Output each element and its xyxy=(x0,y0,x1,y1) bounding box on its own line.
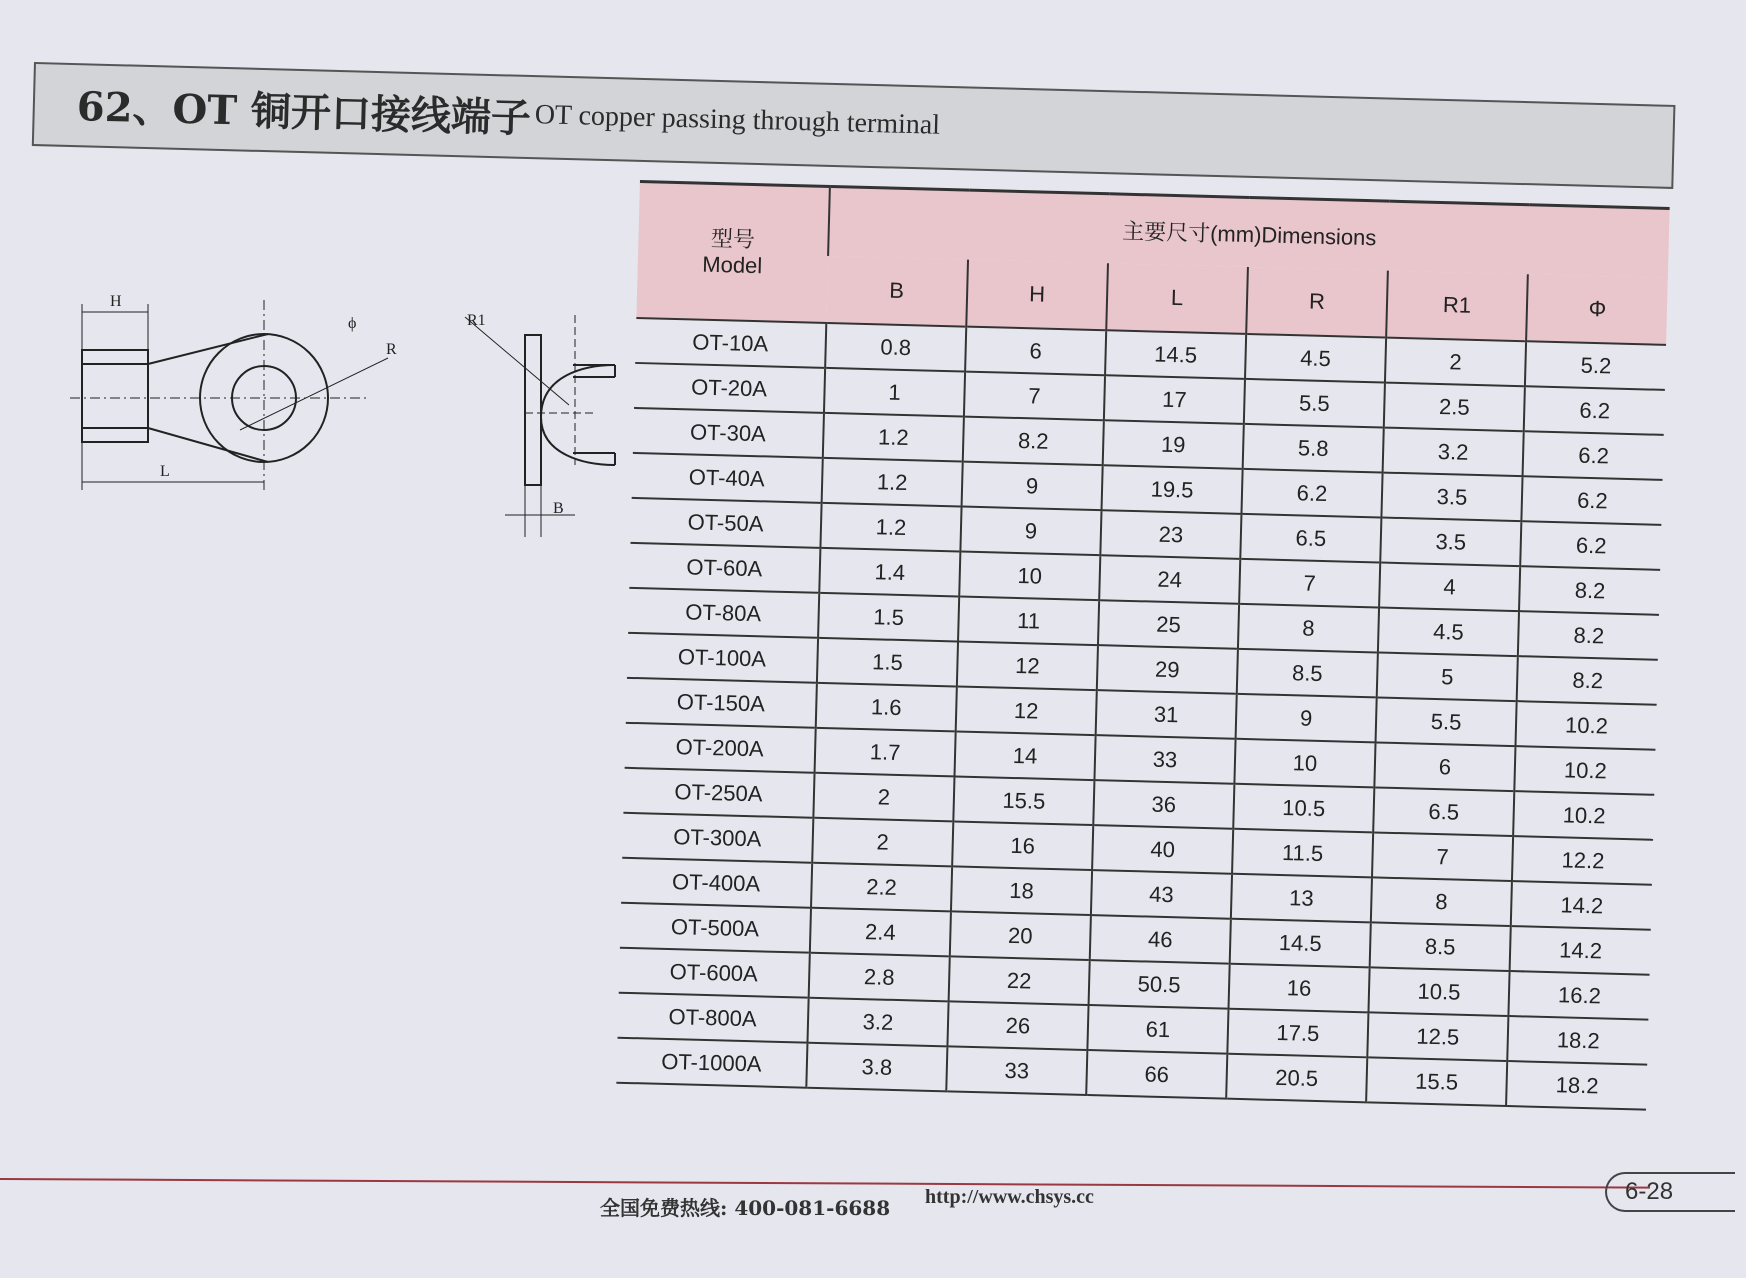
dimension-cell: 7 xyxy=(964,372,1105,421)
dimension-cell: 1.6 xyxy=(816,683,957,732)
dimension-cell: 1.7 xyxy=(815,728,956,777)
model-cell: OT-100A xyxy=(627,633,818,683)
dimension-cell: 6.2 xyxy=(1241,469,1382,518)
dimension-cell: 9 xyxy=(960,507,1101,556)
dimension-cell: 2.8 xyxy=(809,953,950,1002)
dimension-cell: 24 xyxy=(1099,555,1240,604)
dimension-cell: 13 xyxy=(1231,874,1372,923)
dimension-cell: 3.5 xyxy=(1380,518,1521,567)
dimension-cell: 1.4 xyxy=(819,548,960,597)
dimension-cell: 31 xyxy=(1096,690,1237,739)
dimension-cell: 18.2 xyxy=(1506,1061,1647,1110)
dimension-cell: 0.8 xyxy=(825,323,966,372)
dimension-cell: 12 xyxy=(956,686,1097,735)
dimension-cell: 3.5 xyxy=(1381,473,1522,522)
dimension-cell: 15.5 xyxy=(1366,1057,1507,1106)
terminal-top-view-diagram xyxy=(70,290,430,510)
model-cell: OT-150A xyxy=(626,678,817,728)
dimension-cell: 12.5 xyxy=(1367,1012,1508,1061)
dimension-cell: 36 xyxy=(1093,780,1234,829)
dimension-cell: 1.2 xyxy=(820,503,961,552)
dimension-cell: 40 xyxy=(1092,825,1233,874)
dimensions-table xyxy=(616,180,1669,1111)
dimension-cell: 12.2 xyxy=(1512,836,1653,885)
dimension-cell: 14 xyxy=(954,731,1095,780)
dimension-cell: 1.2 xyxy=(823,413,964,462)
dimension-cell: 20.5 xyxy=(1226,1054,1367,1103)
dimension-cell: 3.8 xyxy=(806,1043,947,1092)
model-cell: OT-300A xyxy=(622,813,813,863)
dimension-cell: 1.2 xyxy=(822,458,963,507)
page-title: 62、OT 铜开口接线端子 xyxy=(76,83,532,143)
dimension-cell: 25 xyxy=(1098,600,1239,649)
dimension-cell: 4.5 xyxy=(1378,607,1519,656)
dimension-cell: 1.5 xyxy=(817,638,958,687)
dimension-cell: 2.4 xyxy=(810,908,951,957)
dimension-cell: 3.2 xyxy=(807,998,948,1047)
dimension-cell: 6 xyxy=(1374,742,1515,791)
footer-divider xyxy=(0,1178,1650,1189)
model-cell: OT-60A xyxy=(629,543,820,593)
dimension-cell: 3.2 xyxy=(1383,428,1524,477)
dimension-cell: 2 xyxy=(1385,338,1526,387)
model-cell: OT-30A xyxy=(633,408,824,458)
dimension-cell: 17.5 xyxy=(1227,1009,1368,1058)
dimension-cell: 7 xyxy=(1239,559,1380,608)
dimension-cell: 6 xyxy=(965,327,1106,376)
dimension-cell: 19.5 xyxy=(1102,465,1243,514)
dimension-cell: 33 xyxy=(946,1046,1087,1095)
dimension-cell: 29 xyxy=(1097,645,1238,694)
model-cell: OT-1000A xyxy=(616,1038,807,1088)
dimension-cell: 7 xyxy=(1372,832,1513,881)
dimension-cell: 5.8 xyxy=(1243,424,1384,473)
dimension-cell: 10 xyxy=(959,552,1100,601)
column-header-2: L xyxy=(1106,263,1248,334)
dimension-cell: 23 xyxy=(1100,510,1241,559)
dimension-cell: 10.2 xyxy=(1515,701,1656,750)
dimension-cell: 2 xyxy=(812,818,953,867)
dimension-cell: 18 xyxy=(951,866,1092,915)
model-cell: OT-20A xyxy=(634,363,825,413)
dim-label-r1: R1 xyxy=(467,312,486,329)
dimension-cell: 15.5 xyxy=(953,776,1094,825)
model-cell: OT-500A xyxy=(620,903,811,953)
model-cell: OT-200A xyxy=(625,723,816,773)
dim-label-b: B xyxy=(553,500,564,517)
dimension-cell: 10.5 xyxy=(1233,784,1374,833)
dimension-cell: 5.2 xyxy=(1525,341,1666,390)
dimension-cell: 16 xyxy=(952,821,1093,870)
dim-label-phi: ϕ xyxy=(348,315,357,332)
model-header xyxy=(636,181,830,322)
dimension-cell: 14.5 xyxy=(1230,919,1371,968)
dimension-cell: 2.5 xyxy=(1384,383,1525,432)
dimension-cell: 5.5 xyxy=(1376,697,1517,746)
dimension-cell: 6.2 xyxy=(1524,386,1665,435)
model-cell: OT-50A xyxy=(630,498,821,548)
dimension-cell: 8.5 xyxy=(1370,922,1511,971)
dimension-cell: 20 xyxy=(950,911,1091,960)
dimension-cell: 61 xyxy=(1087,1005,1228,1054)
dimension-cell: 8.2 xyxy=(1518,611,1659,660)
title-banner xyxy=(32,62,1676,189)
dimension-cell: 14.2 xyxy=(1510,926,1651,975)
dimension-cell: 10.2 xyxy=(1514,746,1655,795)
dimension-cell: 1.5 xyxy=(818,593,959,642)
dim-label-r: R xyxy=(386,341,397,358)
dimension-cell: 18.2 xyxy=(1507,1016,1648,1065)
table-body xyxy=(616,318,1666,1110)
dimension-cell: 22 xyxy=(949,956,1090,1005)
model-cell: OT-80A xyxy=(628,588,819,638)
dimension-cell: 8.2 xyxy=(1519,566,1660,615)
dim-label-l: L xyxy=(160,463,170,480)
dimension-cell: 8.2 xyxy=(1517,656,1658,705)
model-cell: OT-400A xyxy=(621,858,812,908)
dimension-cell: 5.5 xyxy=(1244,379,1385,428)
model-cell: OT-10A xyxy=(635,318,826,368)
dimension-cell: 2.2 xyxy=(811,863,952,912)
dimension-cell: 8.2 xyxy=(963,417,1104,466)
dim-label-h: H xyxy=(110,293,122,310)
dimension-cell: 26 xyxy=(947,1001,1088,1050)
dimension-cell: 43 xyxy=(1091,870,1232,919)
website-link[interactable]: http://www.chsys.cc xyxy=(925,1186,1094,1208)
dimension-cell: 9 xyxy=(962,462,1103,511)
dimension-cell: 50.5 xyxy=(1089,960,1230,1009)
dimension-cell: 11 xyxy=(958,596,1099,645)
column-header-4: R1 xyxy=(1386,271,1528,342)
model-cell: OT-800A xyxy=(618,993,809,1043)
dimension-cell: 6.2 xyxy=(1521,476,1662,525)
dimension-cell: 16 xyxy=(1229,964,1370,1013)
dimension-cell: 14.2 xyxy=(1511,881,1652,930)
dimension-cell: 46 xyxy=(1090,915,1231,964)
dimension-cell: 6.5 xyxy=(1373,787,1514,836)
page-subtitle: OT copper passing through terminal xyxy=(534,99,941,141)
dimension-cell: 11.5 xyxy=(1232,829,1373,878)
dimension-cell: 4.5 xyxy=(1245,334,1386,383)
model-header-en: Model xyxy=(702,251,763,279)
dimension-cell: 66 xyxy=(1086,1050,1227,1099)
dimension-cell: 12 xyxy=(957,641,1098,690)
dimensions-group-header: 主要尺寸(mm)Dimensions xyxy=(828,186,1670,277)
column-header-3: R xyxy=(1246,267,1388,338)
page-number: 6-28 xyxy=(1605,1172,1735,1212)
dimensions-table-container xyxy=(616,180,1669,1111)
model-cell: OT-250A xyxy=(623,768,814,818)
model-header-cn: 型号 xyxy=(710,225,756,253)
column-header-0: B xyxy=(826,256,968,327)
dimension-cell: 17 xyxy=(1104,375,1245,424)
dimension-cell: 10.5 xyxy=(1368,967,1509,1016)
dimension-cell: 2 xyxy=(813,773,954,822)
dimension-cell: 10.2 xyxy=(1513,791,1654,840)
dimension-cell: 6.2 xyxy=(1523,431,1664,480)
dimension-cell: 8 xyxy=(1238,604,1379,653)
column-header-1: H xyxy=(966,260,1108,331)
dimension-cell: 4 xyxy=(1379,563,1520,612)
model-cell: OT-40A xyxy=(632,453,823,503)
dimension-cell: 1 xyxy=(824,368,965,417)
dimension-cell: 33 xyxy=(1094,735,1235,784)
dimension-cell: 14.5 xyxy=(1105,330,1246,379)
dimension-cell: 19 xyxy=(1103,420,1244,469)
terminal-side-view-diagram xyxy=(445,305,635,545)
model-cell: OT-600A xyxy=(619,948,810,998)
dimension-cell: 5 xyxy=(1377,652,1518,701)
dimension-cell: 16.2 xyxy=(1508,971,1649,1020)
hotline-text: 全国免费热线: 400-081-6688 xyxy=(600,1196,891,1220)
dimension-cell: 8.5 xyxy=(1237,649,1378,698)
dimension-cell: 6.5 xyxy=(1240,514,1381,563)
column-header-5: Φ xyxy=(1526,274,1668,345)
dimension-cell: 10 xyxy=(1234,739,1375,788)
dimension-cell: 6.2 xyxy=(1520,521,1661,570)
dimension-cell: 8 xyxy=(1371,877,1512,926)
dimension-cell: 9 xyxy=(1236,694,1377,743)
